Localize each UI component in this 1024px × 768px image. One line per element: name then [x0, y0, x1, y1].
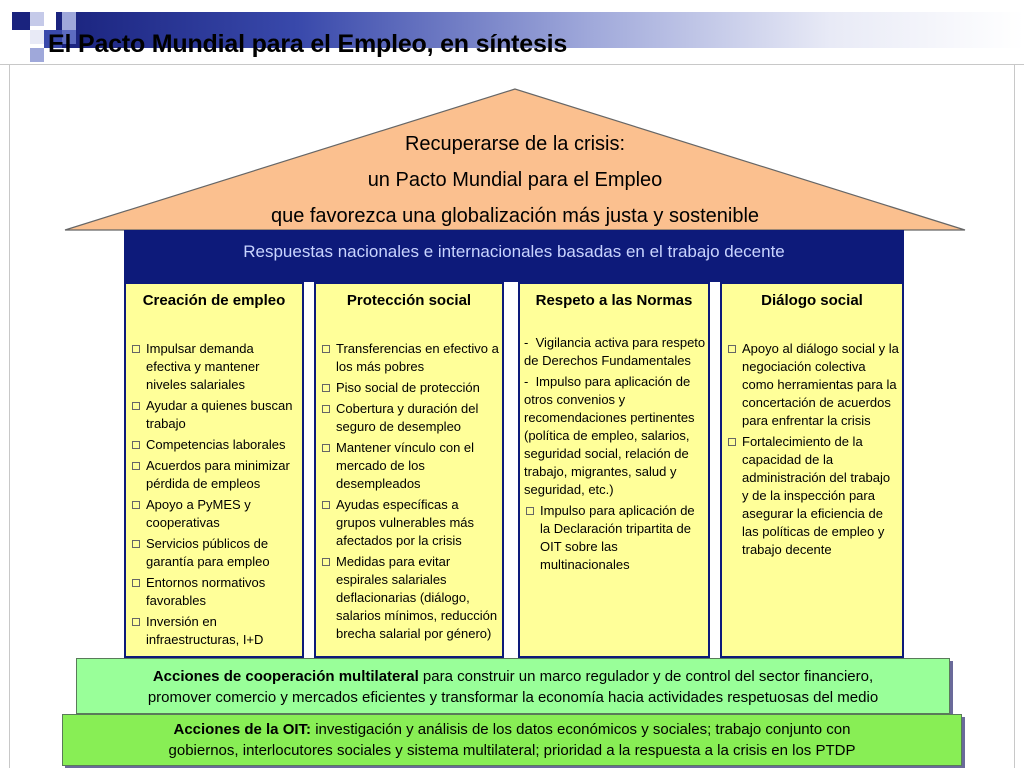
- checkbox-bullet-icon: [728, 438, 736, 446]
- roof-line-2: un Pacto Mundial para el Empleo: [367, 169, 663, 191]
- bar-text: [63, 719, 961, 761]
- roof-line-1: Recuperarse de la crisis:: [404, 133, 626, 155]
- checkbox-bullet-icon: [132, 618, 140, 626]
- pillar-social-protection: [314, 282, 504, 658]
- bar-bold-label: Acciones de la OIT:: [173, 721, 312, 738]
- list-item: Medidas para evitar espirales salariales deflacionarias (diálogo, salarios mínimos, reducción brecha salarial por género): [320, 553, 500, 643]
- header-square: [30, 48, 44, 62]
- bar-bold-label: Acciones de cooperación multilateral: [152, 668, 419, 685]
- header-square: [30, 30, 44, 44]
- pillar-list: [524, 334, 706, 574]
- pillar-heading: Creación de empleo: [142, 292, 286, 309]
- header-square: [62, 12, 76, 30]
- list-item: Mantener vínculo con el mercado de los desempleados: [320, 439, 500, 493]
- list-item: Acuerdos para minimizar pérdida de empleos: [130, 457, 300, 493]
- bar-text-line-1: para construir un marco regulador y de control del sector financiero,: [418, 668, 874, 685]
- dash-bullet: -: [524, 335, 536, 350]
- bar-text-line-2: promover comercio y mercados eficientes y transformar la economía hacia actividades respetuosas del medio: [147, 689, 879, 706]
- list-item: Ayudar a quienes buscan trabajo: [130, 397, 300, 433]
- ilo-actions-bar: [62, 714, 962, 766]
- pillar-employment: [124, 282, 304, 658]
- checkbox-bullet-icon: [132, 462, 140, 470]
- list-item: Apoyo al diálogo social y la negociación colectiva como herramientas para la concertación de acuerdos para enfrentar la crisis: [726, 340, 900, 430]
- pillar-standards: [518, 282, 710, 658]
- list-item: Servicios públicos de garantía para empleo: [130, 535, 300, 571]
- checkbox-bullet-icon: [322, 345, 330, 353]
- list-item: Apoyo a PyMES y cooperativas: [130, 496, 300, 532]
- pillar-heading: Diálogo social: [761, 292, 863, 309]
- pillar-heading: Protección social: [346, 292, 472, 309]
- checkbox-bullet-icon: [322, 558, 330, 566]
- pillar-list: [726, 340, 900, 562]
- checkbox-bullet-icon: [322, 384, 330, 392]
- list-item: - Impulso para aplicación de otros convenios y recomendaciones pertinentes (política de empleo, salarios, seguridad social, relación de trabajo, migrantes, salud y seguridad, etc.): [524, 374, 695, 497]
- list-item: Ayudas específicas a grupos vulnerables más afectados por la crisis: [320, 496, 500, 550]
- pillar-heading: Respeto a las Normas: [535, 292, 693, 309]
- bar-text: [77, 666, 949, 708]
- pillar-list: [130, 340, 300, 652]
- list-item: Piso social de protección: [320, 379, 500, 397]
- checkbox-bullet-icon: [132, 501, 140, 509]
- checkbox-bullet-icon: [728, 345, 736, 353]
- checkbox-bullet-icon: [322, 444, 330, 452]
- checkbox-bullet-icon: [132, 345, 140, 353]
- list-item: Inversión en infraestructuras, I+D: [130, 613, 300, 649]
- frame-top-rule: [0, 64, 1024, 65]
- multilateral-cooperation-bar: [76, 658, 950, 714]
- list-item: Entornos normativos favorables: [130, 574, 300, 610]
- checkbox-bullet-icon: [132, 441, 140, 449]
- checkbox-bullet-icon: [132, 402, 140, 410]
- checkbox-bullet-icon: [132, 579, 140, 587]
- checkbox-bullet-icon: [526, 507, 534, 515]
- bar-text-line-2: gobiernos, interlocutores sociales y sistema multilateral; prioridad a la respuesta a la crisis en los PTDP: [168, 742, 856, 759]
- header-square: [12, 12, 30, 30]
- roof-line-3: que favorezca una globalización más justa y sostenible: [270, 205, 760, 227]
- dash-bullet: -: [524, 374, 536, 389]
- list-item: Impulso para aplicación de la Declaración tripartita de OIT sobre las multinacionales: [524, 502, 706, 574]
- list-item: Fortalecimiento de la capacidad de la administración del trabajo y de la inspección para asegurar la eficiencia de las políticas de empleo y trabajo decente: [726, 433, 900, 559]
- frame-left-rule: [9, 64, 10, 768]
- header-square: [30, 12, 44, 26]
- page-title: El Pacto Mundial para el Empleo, en síntesis: [48, 30, 568, 58]
- list-item: Cobertura y duración del seguro de desempleo: [320, 400, 500, 436]
- checkbox-bullet-icon: [132, 540, 140, 548]
- list-item: Transferencias en efectivo a los más pobres: [320, 340, 500, 376]
- list-item: - Vigilancia activa para respeto de Derechos Fundamentales: [524, 335, 706, 368]
- frame-right-rule: [1014, 64, 1015, 768]
- pillar-social-dialogue: [720, 282, 904, 658]
- roof-text: [200, 126, 830, 234]
- pillar-list: [320, 340, 500, 646]
- list-item: Competencias laborales: [130, 436, 300, 454]
- checkbox-bullet-icon: [322, 501, 330, 509]
- list-item: Impulsar demanda efectiva y mantener niveles salariales: [130, 340, 300, 394]
- bar-text-line-1: investigación y análisis de los datos económicos y sociales; trabajo conjunto con: [311, 721, 851, 738]
- band-text: Respuestas nacionales e internacionales basadas en el trabajo decente: [243, 242, 785, 261]
- checkbox-bullet-icon: [322, 405, 330, 413]
